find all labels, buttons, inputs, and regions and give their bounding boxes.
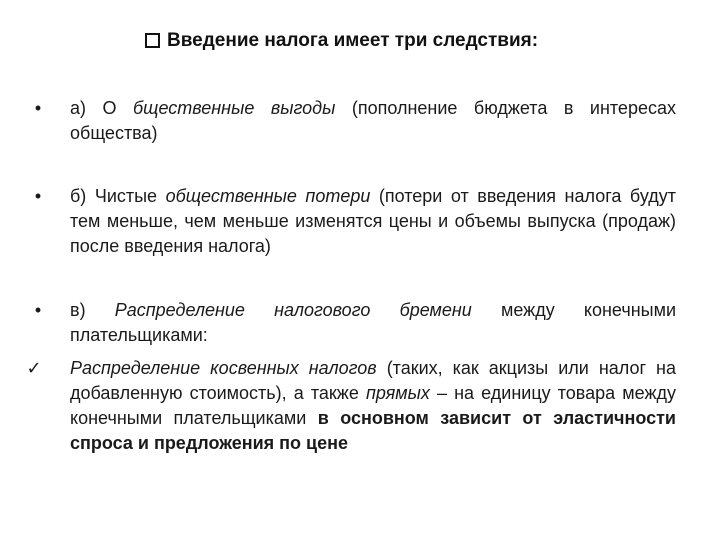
- item-a-prefix: а) О: [70, 98, 133, 118]
- item-a-italic: бщественные выгоды: [133, 98, 336, 118]
- item-c-rest: между конечными плательщиками:: [70, 300, 677, 345]
- bullet-icon: •: [34, 98, 42, 118]
- item-c-prefix: в): [70, 300, 115, 320]
- checkbox-square-icon: [145, 33, 160, 48]
- item-a-rest: (пополнение бюджета в интересах общества): [70, 98, 676, 143]
- item-b-prefix: б) Чистые: [70, 186, 166, 206]
- checkmark-icon: ✓: [26, 358, 42, 378]
- item-d-italic2: прямых: [365, 383, 430, 403]
- bullet-icon: •: [34, 300, 42, 320]
- item-d-italic1: Распределение косвенных налогов: [70, 358, 377, 378]
- bullet-item-a: [34, 96, 676, 146]
- slide-title: [145, 30, 625, 52]
- bullet-item-b: [34, 184, 676, 259]
- bullet-item-c: [34, 298, 677, 348]
- checkmark-item-d: [26, 356, 677, 456]
- item-d-bold: в основном зависит от эластичности спроса и предложения по цене: [70, 408, 677, 453]
- bullet-icon: •: [34, 186, 42, 206]
- item-d-text2: – на единицу товара между конечными плательщиками: [70, 383, 676, 428]
- item-c-italic: Распределение налогового бремени: [114, 300, 472, 320]
- slide-title-text: Введение налога имеет три следствия:: [167, 30, 539, 51]
- item-b-italic: общественные потери: [165, 186, 371, 206]
- item-b-rest: (потери от введения налога будут тем меньше, чем меньше изменятся цены и объемы выпуска (продаж) после введения налога): [70, 186, 676, 256]
- item-d-text1: (таких, как акцизы или налог на добавленную стоимость), а также: [70, 358, 676, 403]
